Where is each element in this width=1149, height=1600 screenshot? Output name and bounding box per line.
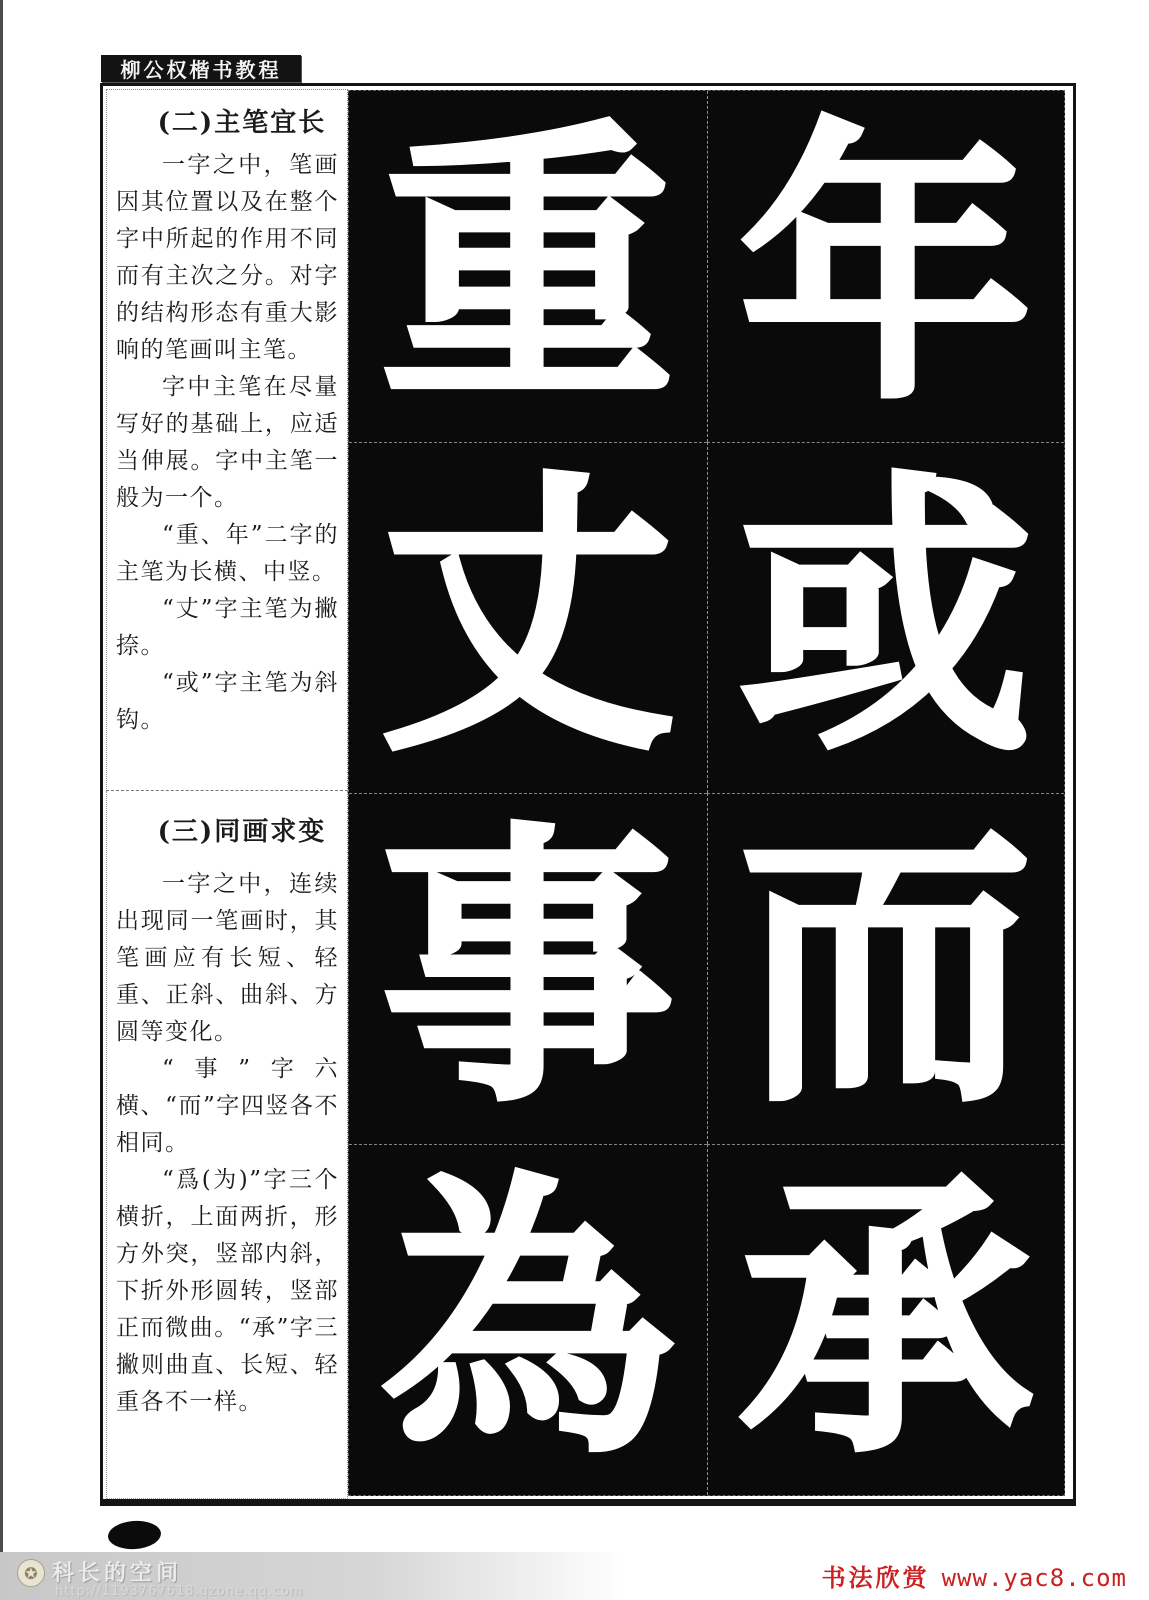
section-paragraph: “丈”字主笔为撇捺。: [116, 596, 339, 659]
calligraphy-char: 重: [381, 94, 674, 438]
qzone-watermark: [0, 1552, 625, 1600]
calligraphy-char: 年: [739, 94, 1032, 438]
section-paragraph: “或”字主笔为斜钩。: [116, 670, 339, 733]
calligraphy-char: 承: [739, 1148, 1032, 1491]
calligraphy-cell: [707, 793, 1065, 1144]
section-paragraph: 一字之中，连续出现同一笔画时，其笔画应有长短、轻重、正斜、曲斜、方圆等变化。: [116, 871, 339, 1045]
qzone-star-icon: ✪: [17, 1559, 45, 1587]
section-paragraph: “事”字六横、“而”字四竖各不相同。: [116, 1056, 339, 1156]
calligraphy-cell: [707, 1144, 1065, 1495]
section-main-stroke-should-be-long: [106, 89, 348, 791]
book-title-banner: [101, 55, 301, 82]
calligraphy-cell: [349, 442, 707, 793]
calligraphy-cell: [707, 91, 1065, 442]
calligraphy-char: 事: [381, 797, 674, 1140]
section-title: (二)主笔宜长: [157, 108, 327, 138]
scan-edge-line: [0, 0, 3, 1600]
calligraphy-char: 而: [739, 797, 1032, 1140]
calligraphy-char: 丈: [381, 446, 674, 789]
credit-site-url: www.yac8.com: [941, 1564, 1127, 1592]
book-title: 柳公权楷书教程: [120, 58, 282, 82]
calligraphy-char: 為: [381, 1148, 674, 1491]
calligraphy-cell: [707, 442, 1065, 793]
site-credit: [822, 1558, 1127, 1593]
section-title: (三)同画求变: [157, 817, 327, 847]
watermark-title: 科长的空间: [52, 1561, 183, 1586]
section-paragraph: 一字之中，笔画因其位置以及在整个字中所起的作用不同而有主次之分。对字的结构形态有重大影响的笔画叫主笔。: [116, 152, 339, 363]
calligraphy-cell: [349, 91, 707, 442]
content-frame: [100, 83, 1076, 1506]
instruction-sidebar: [106, 89, 348, 1499]
calligraphy-cell: [349, 793, 707, 1144]
calligraphy-cell: [349, 1144, 707, 1495]
ink-smudge: [107, 1519, 162, 1551]
section-paragraph: “爲(为)”字三个横折，上面两折，形方外突，竖部内斜，下折外形圆转，竖部正而微曲。“承”字三撇则曲直、长短、轻重各不一样。: [116, 1167, 339, 1415]
calligraphy-plate: [348, 90, 1065, 1496]
credit-site-name: 书法欣赏: [821, 1563, 930, 1592]
calligraphy-char: 或: [739, 446, 1032, 789]
section-vary-repeated-strokes: [106, 791, 348, 1499]
section-paragraph: “重、年”二字的主笔为长横、中竖。: [116, 522, 339, 585]
watermark-url: http://1193767618.qzone.qq.com: [55, 1584, 304, 1599]
section-paragraph: 字中主笔在尽量写好的基础上，应适当伸展。字中主笔一般为一个。: [116, 374, 339, 511]
